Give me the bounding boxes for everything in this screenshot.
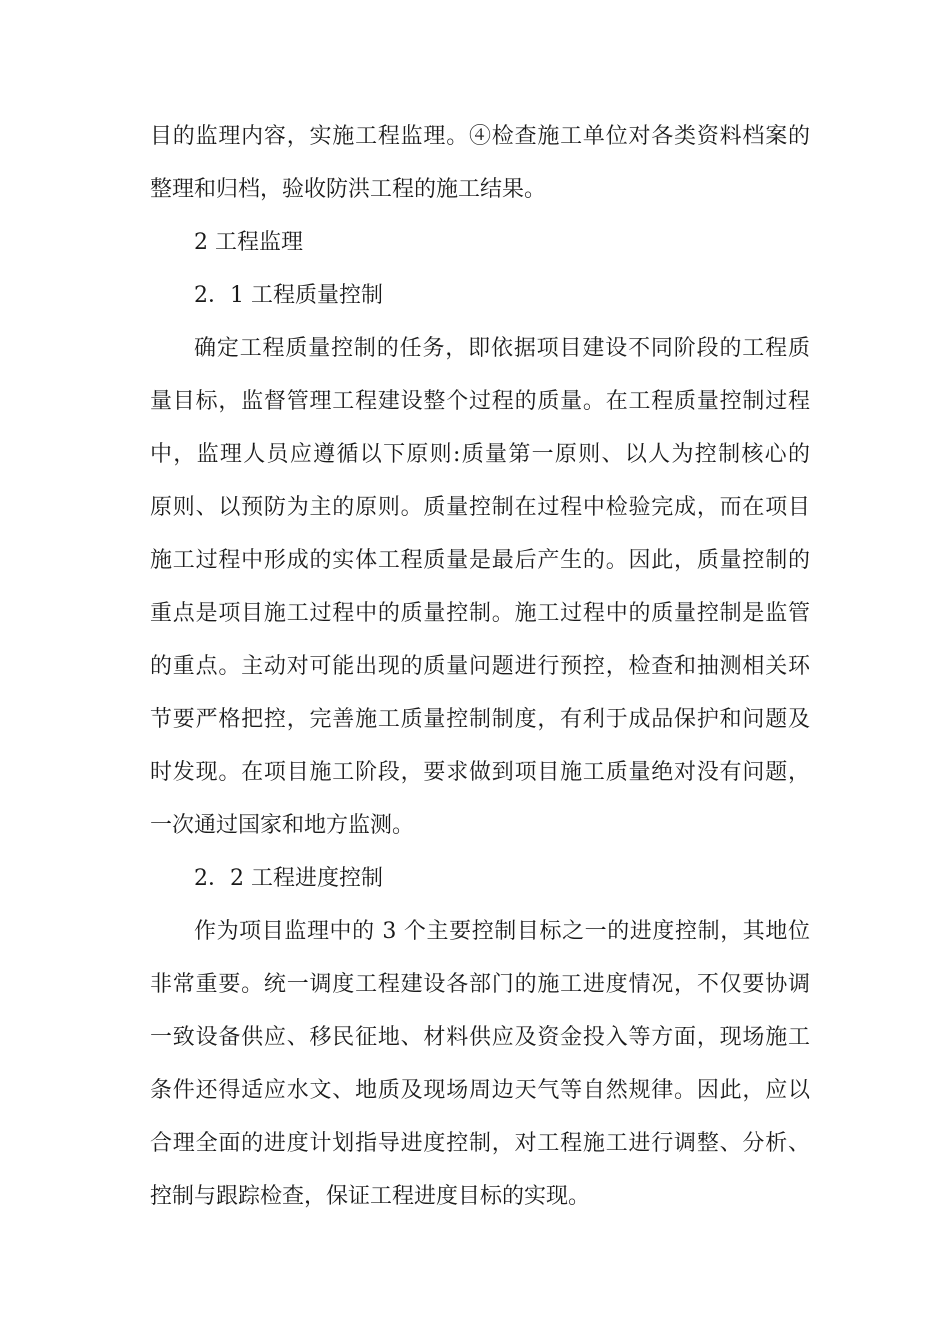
paragraph-line: 节要严格把控，完善施工质量控制制度，有利于成品保护和问题及 <box>150 707 810 732</box>
paragraph-line: 重点是项目施工过程中的质量控制。施工过程中的质量控制是监管 <box>150 601 810 626</box>
paragraph-line: 施工过程中形成的实体工程质量是最后产生的。因此，质量控制的 <box>150 548 810 573</box>
paragraph-line: 量目标，监督管理工程建设整个过程的质量。在工程质量控制过程 <box>150 389 810 414</box>
subsection-heading: 2．2 工程进度控制 <box>194 866 383 891</box>
paragraph-line: 原则、以预防为主的原则。质量控制在过程中检验完成，而在项目 <box>150 495 810 520</box>
paragraph-line: 整理和归档，验收防洪工程的施工结果。 <box>150 177 547 202</box>
paragraph-line: 一致设备供应、移民征地、材料供应及资金投入等方面，现场施工 <box>150 1025 810 1050</box>
paragraph-line: 一次通过国家和地方监测。 <box>150 813 415 838</box>
paragraph-line: 目的监理内容，实施工程监理。④检查施工单位对各类资料档案的 <box>150 124 810 149</box>
paragraph-line: 中，监理人员应遵循以下原则:质量第一原则、以人为控制核心的 <box>150 442 810 467</box>
paragraph-line: 条件还得适应水文、地质及现场周边天气等自然规律。因此，应以 <box>150 1078 810 1103</box>
section-heading: 2 工程监理 <box>194 230 303 255</box>
subsection-heading: 2．1 工程质量控制 <box>194 283 383 308</box>
paragraph-line: 的重点。主动对可能出现的质量问题进行预控，检查和抽测相关环 <box>150 654 810 679</box>
paragraph-line: 控制与跟踪检查，保证工程进度目标的实现。 <box>150 1184 591 1209</box>
paragraph-line: 合理全面的进度计划指导进度控制，对工程施工进行调整、分析、 <box>150 1131 810 1156</box>
paragraph-line: 作为项目监理中的 3 个主要控制目标之一的进度控制，其地位 <box>194 919 810 944</box>
paragraph-line: 非常重要。统一调度工程建设各部门的施工进度情况，不仅要协调 <box>150 972 810 997</box>
paragraph-line: 时发现。在项目施工阶段，要求做到项目施工质量绝对没有问题， <box>150 760 810 785</box>
paragraph-line: 确定工程质量控制的任务，即依据项目建设不同阶段的工程质 <box>194 336 810 361</box>
